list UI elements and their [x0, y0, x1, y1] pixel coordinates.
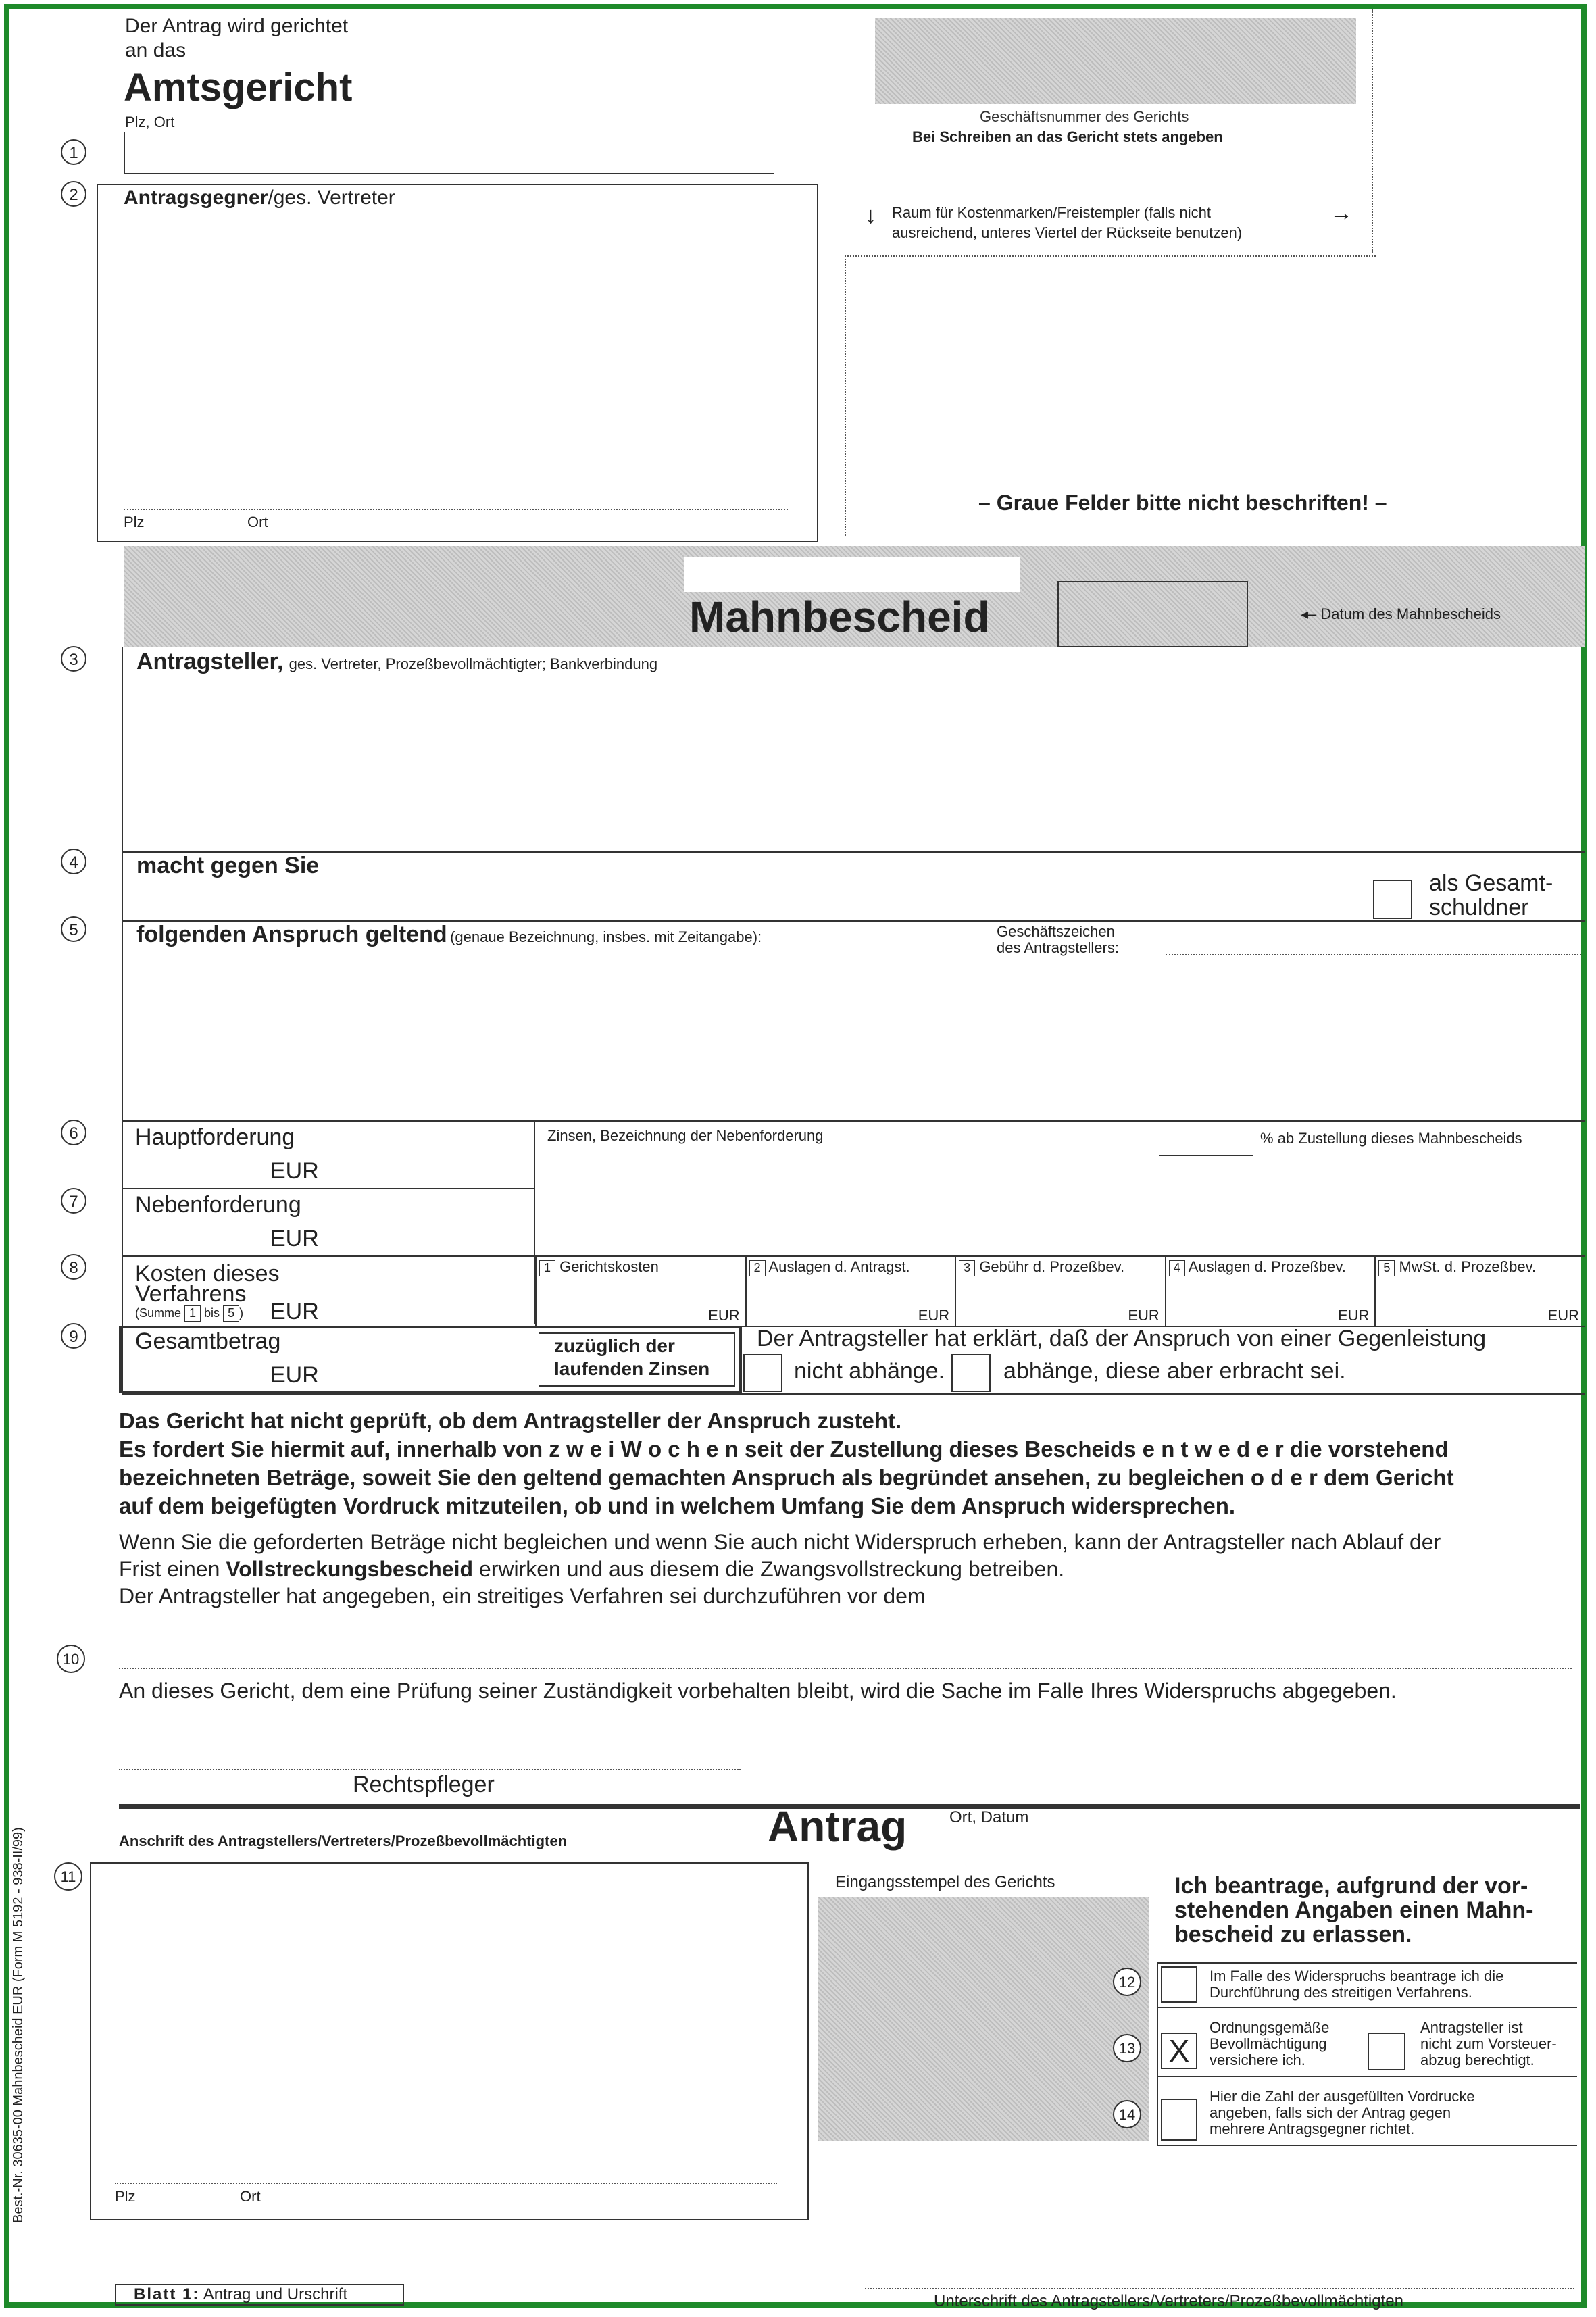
- form-title: Mahnbescheid: [689, 593, 990, 641]
- eur-label: EUR: [270, 1226, 319, 1251]
- notice-p2: Der Antragsteller hat angegeben, ein streitiges Verfahren sei durchzuführen vor dem: [119, 1584, 926, 1608]
- antragsgegner-box[interactable]: [97, 184, 818, 542]
- addressed-line1: Der Antrag wird gerichtet: [125, 15, 349, 37]
- request-line2: stehenden Angaben einen Mahn-: [1174, 1897, 1534, 1923]
- kosten-label1: Kosten dieses: [135, 1261, 280, 1287]
- court-address-field[interactable]: [124, 132, 774, 174]
- nicht-abhaenge-label: nicht abhänge.: [794, 1358, 945, 1384]
- addressed-line2: an das: [125, 39, 186, 61]
- address-label: Anschrift des Antragstellers/Vertreters/Prozeßbevollmächtigten: [119, 1833, 568, 1849]
- eur-label: EUR: [270, 1158, 319, 1184]
- notice-bold-3: bezeichneten Beträge, soweit Sie den geltend gemachten Anspruch als begründet ansehen, zu begleichen o d e r dem Gericht: [119, 1465, 1454, 1490]
- request-line3: bescheid zu erlassen.: [1174, 1922, 1412, 1947]
- antragsgegner-label: Antragsgegner/ges. Vertreter: [124, 186, 395, 209]
- ort-datum-field[interactable]: [946, 1805, 1578, 1866]
- neben-label: Nebenforderung: [135, 1192, 301, 1218]
- plz-ort-label: Plz, Ort: [125, 114, 175, 130]
- eur-label: EUR: [1337, 1307, 1370, 1324]
- eur-label: EUR: [1547, 1307, 1579, 1324]
- request-line1: Ich beantrage, aufgrund der vor-: [1174, 1873, 1528, 1899]
- date-field: [1057, 581, 1248, 647]
- ort-label: Ort: [240, 2188, 261, 2205]
- plz-label: Plz: [124, 514, 145, 530]
- section-number: 9: [61, 1323, 86, 1349]
- stamp-label: Eingangsstempel des Gerichts: [835, 1873, 1055, 1891]
- section-number: 8: [61, 1254, 86, 1280]
- eur-label: EUR: [270, 1299, 319, 1324]
- opt13a-line2: Bevollmächtigung: [1210, 2035, 1327, 2052]
- date-label: ◂– Datum des Mahnbescheids: [1301, 605, 1501, 622]
- cost-column-label: 5 MwSt. d. Prozeßbev.: [1378, 1258, 1536, 1276]
- zinsen-label: Zinsen, Bezeichnung der Nebenforderung: [547, 1127, 824, 1144]
- kosten-label2: Verfahrens: [135, 1281, 247, 1307]
- cost-column-label: 3 Gebühr d. Prozeßbev.: [959, 1258, 1124, 1276]
- cost-column-label: 4 Auslagen d. Prozeßbev.: [1169, 1258, 1346, 1276]
- section-number: 10: [57, 1645, 85, 1673]
- notice-bold-1: Das Gericht hat nicht geprüft, ob dem Antragsteller der Anspruch zusteht.: [119, 1408, 902, 1433]
- notice-bold-4: auf dem beigefügten Vordruck mitzuteilen, ob und in welchem Umfang Sie dem Anspruch widersprechen.: [119, 1493, 1236, 1518]
- abhaenge-label: abhänge, diese aber erbracht sei.: [1003, 1358, 1346, 1384]
- cost-column-4[interactable]: [1165, 1255, 1375, 1326]
- ort-label: Ort: [247, 514, 268, 530]
- opt13a-line3: versichere ich.: [1210, 2051, 1305, 2068]
- eur-label: EUR: [918, 1307, 950, 1324]
- opt14-line3: mehrere Antragsgegner richtet.: [1210, 2120, 1415, 2137]
- section-number: 1: [61, 139, 86, 165]
- gesamt-label: Gesamtbetrag: [135, 1328, 281, 1354]
- cost-column-3[interactable]: [955, 1255, 1165, 1326]
- haupt-label: Hauptforderung: [135, 1124, 295, 1150]
- claim-field[interactable]: [124, 960, 1585, 1118]
- sender-address-box[interactable]: [90, 1862, 809, 2220]
- stamp-space-line2: ausreichend, unteres Viertel der Rückseite benutzen): [892, 224, 1243, 241]
- cost-column-1[interactable]: [535, 1255, 745, 1326]
- antragsteller-field[interactable]: [124, 647, 1585, 850]
- opt13b-line3: abzug berechtigt.: [1420, 2051, 1535, 2068]
- reference-label2: des Antragstellers:: [997, 939, 1119, 956]
- claim-label: folgenden Anspruch geltend (genaue Bezeichnung, insbes. mit Zeitangabe):: [136, 922, 762, 947]
- court-field[interactable]: [119, 1635, 1572, 1668]
- section-number: 4: [61, 849, 86, 874]
- section-number: 14: [1113, 2100, 1141, 2128]
- cost-column-5[interactable]: [1374, 1255, 1585, 1326]
- case-number-label: Geschäftsnummer des Gerichts: [980, 108, 1189, 125]
- section-number: 6: [61, 1120, 86, 1145]
- section-number: 12: [1113, 1968, 1141, 1996]
- zinsen-suffix: % ab Zustellung dieses Mahnbescheids: [1260, 1130, 1522, 1147]
- court-title: Amtsgericht: [124, 66, 353, 109]
- cost-column-label: 1 Gerichtskosten: [539, 1258, 659, 1276]
- abhaenge-checkbox[interactable]: [951, 1354, 991, 1392]
- stamp-space-line1: Raum für Kostenmarken/Freistempler (falls nicht: [892, 204, 1211, 221]
- gesamtschuldner-label2: schuldner: [1429, 895, 1529, 920]
- section-number: 11: [54, 1862, 82, 1891]
- arrow-left-icon: ◂–: [1301, 605, 1321, 622]
- eur-label: EUR: [708, 1307, 740, 1324]
- arrow-right-icon: →: [1330, 200, 1353, 226]
- vorsteuer-checkbox[interactable]: [1368, 2033, 1405, 2070]
- cost-column-label: 2 Auslagen d. Antragst.: [749, 1258, 910, 1276]
- eur-label: EUR: [270, 1362, 319, 1388]
- opt13a-line1: Ordnungsgemäße: [1210, 2019, 1330, 2036]
- streitig-checkbox[interactable]: [1161, 1966, 1197, 2003]
- plz-label: Plz: [115, 2188, 136, 2205]
- cost-column-2[interactable]: [745, 1255, 955, 1326]
- notice-p1b: Frist einen Vollstreckungsbescheid erwirken und aus diesem die Zwangsvollstreckung betreiben.: [119, 1557, 1065, 1581]
- gesamtschuldner-checkbox[interactable]: [1373, 880, 1412, 919]
- section-number: 2: [61, 181, 86, 207]
- section-number: 3: [61, 646, 86, 672]
- opt14-line1: Hier die Zahl der ausgefüllten Vordrucke: [1210, 2088, 1475, 2105]
- notice-p1a: Wenn Sie die geforderten Beträge nicht begleichen und wenn Sie auch nicht Widerspruch erheben, kann der Antragsteller nach Ablauf der: [119, 1530, 1441, 1554]
- opt14-line2: angeben, falls sich der Antrag gegen: [1210, 2104, 1451, 2121]
- rechtspfleger-label: Rechtspfleger: [353, 1772, 495, 1797]
- stamp-field: [818, 1897, 1149, 2141]
- gray-fields-note: – Graue Felder bitte nicht beschriften! –: [978, 491, 1387, 515]
- signature-field[interactable]: [865, 2243, 1574, 2288]
- zzgl-label2: laufenden Zinsen: [554, 1358, 710, 1379]
- section-number: 5: [61, 916, 86, 942]
- eur-label: EUR: [1128, 1307, 1159, 1324]
- vollmacht-checkbox[interactable]: X: [1161, 2033, 1197, 2069]
- vordrucke-count-field[interactable]: [1161, 2099, 1197, 2141]
- case-number-field: [875, 18, 1356, 104]
- signature-label: Unterschrift des Antragstellers/Vertreters/Prozeßbevollmächtigten: [934, 2292, 1403, 2310]
- row4-label: macht gegen Sie: [136, 853, 320, 878]
- notice-p3: An dieses Gericht, dem eine Prüfung seiner Zuständigkeit vorbehalten bleibt, wird die Sache im Falle Ihres Widerspruchs abgegeben.: [119, 1678, 1397, 1703]
- ort-datum-label: Ort, Datum: [949, 1808, 1029, 1826]
- notice-bold-2: Es fordert Sie hiermit auf, innerhalb von z w e i W o c h e n seit der Zustellung dieses Bescheids e n t w e d e r die vorstehend: [119, 1437, 1449, 1462]
- opt13b-line2: nicht zum Vorsteuer-: [1420, 2035, 1557, 2052]
- sheet-label: Blatt 1: Antrag und Urschrift: [115, 2284, 404, 2306]
- opt12-line2: Durchführung des streitigen Verfahrens.: [1210, 1984, 1472, 2001]
- nicht-abhaenge-checkbox[interactable]: [743, 1354, 782, 1392]
- opt12-line1: Im Falle des Widerspruchs beantrage ich die: [1210, 1968, 1504, 1985]
- antrag-title: Antrag: [768, 1802, 907, 1851]
- arrow-down-icon: ↓: [865, 203, 876, 228]
- gegenleistung-text: Der Antragsteller hat erklärt, daß der Anspruch von einer Gegenleistung: [757, 1326, 1487, 1351]
- opt13b-line1: Antragsteller ist: [1420, 2019, 1523, 2036]
- case-number-note: Bei Schreiben an das Gericht stets angeben: [912, 128, 1223, 145]
- form-number: Best.-Nr. 30635-00 Mahnbescheid EUR (Form M 5192 - 938-II/99): [11, 1827, 26, 2223]
- reference-label1: Geschäftszeichen: [997, 923, 1115, 940]
- zzgl-label1: zuzüglich der: [554, 1335, 675, 1356]
- section-number: 7: [61, 1188, 86, 1214]
- gesamtschuldner-label1: als Gesamt-: [1429, 870, 1553, 896]
- summe-note: (Summe 1 bis 5 ): [135, 1305, 243, 1322]
- section-number: 13: [1113, 2034, 1141, 2062]
- antragsteller-label: Antragsteller, ges. Vertreter, Prozeßbevollmächtigter; Bankverbindung: [136, 649, 658, 674]
